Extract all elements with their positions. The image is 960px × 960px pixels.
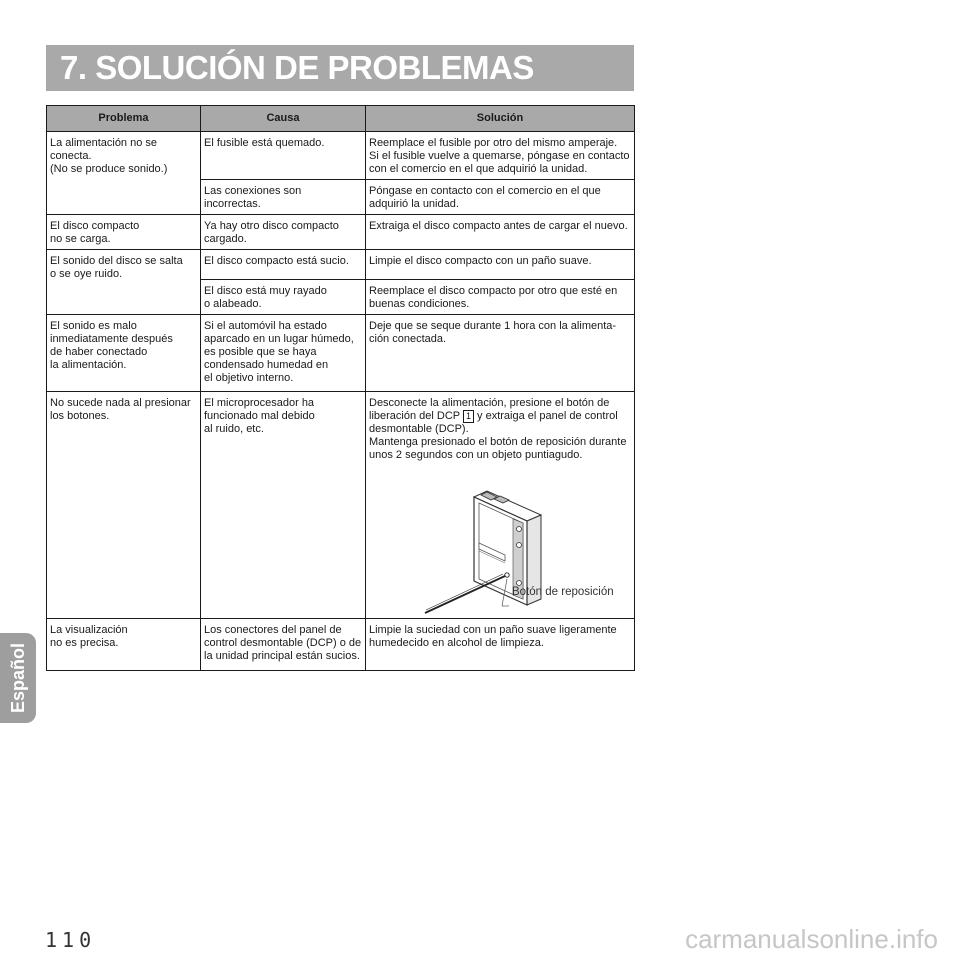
table-row [47,215,635,250]
problem-cell: El sonido del disco se salta o se oye ruido. [47,250,201,315]
dcp-release-button-number: 1 [463,410,474,423]
cause-cell: El microprocesador ha funcionado mal debido al ruido, etc. [201,392,366,619]
solution-text-part1: Desconecte la alimentación, presione el botón de liberación del DCP [369,397,610,422]
table-header-row [47,106,635,132]
language-tab-label: Español [7,642,28,713]
page-number: 110 [45,928,97,952]
cause-cell: El disco compacto está sucio. [201,250,366,280]
solution-cell: Deje que se seque durante 1 hora con la alimenta- ción conectada. [366,315,635,392]
problem-cell: La alimentación no se conecta. (No se produce sonido.) [47,132,201,215]
table-row [47,392,635,619]
solution-cell [366,392,635,619]
solution-text-part2: y extraiga el panel de control desmontable (DCP). Mantenga presionado el botón de reposición durante unos 2 segundos con un objeto puntiagudo. [369,410,627,461]
watermark: carmanualsonline.info [685,924,938,954]
reset-button-label: Botón de reposición [512,586,614,598]
problem-cell: No sucede nada al presionar los botones. [47,392,201,619]
problem-cell: El sonido es malo inmediatamente después de haber conectado la alimentación. [47,315,201,392]
solution-cell: Reemplace el fusible por otro del mismo amperaje. Si el fusible vuelve a quemarse, póngase en contacto con el comercio en el que adquirió la unidad. [366,132,635,180]
troubleshooting-table [46,105,635,671]
reset-button-illustration [369,472,631,602]
solution-cell: Limpie el disco compacto con un paño suave. [366,250,635,280]
cause-cell: Las conexiones son incorrectas. [201,180,366,215]
cause-cell: Ya hay otro disco compacto cargado. [201,215,366,250]
solution-cell: Reemplace el disco compacto por otro que esté en buenas condiciones. [366,280,635,315]
cause-cell: El fusible está quemado. [201,132,366,180]
title-bar [46,45,634,91]
problem-cell: El disco compacto no se carga. [47,215,201,250]
cause-cell: El disco está muy rayado o alabeado. [201,280,366,315]
solution-cell: Extraiga el disco compacto antes de cargar el nuevo. [366,215,635,250]
language-tab [0,633,36,723]
header-solution: Solución [366,106,635,132]
page-title: 7. SOLUCIÓN DE PROBLEMAS [60,49,534,86]
cause-cell: Los conectores del panel de control desmontable (DCP) o de la unidad principal están sucios. [201,619,366,671]
cause-cell: Si el automóvil ha estado aparcado en un lugar húmedo, es posible que se haya condensado humedad en el objetivo interno. [201,315,366,392]
problem-cell: La visualización no es precisa. [47,619,201,671]
table-row [47,132,635,180]
table-row [47,250,635,280]
header-cause: Causa [201,106,366,132]
header-problem: Problema [47,106,201,132]
solution-cell: Limpie la suciedad con un paño suave ligeramente humedecido en alcohol de limpieza. [366,619,635,671]
table-row [47,315,635,392]
solution-cell: Póngase en contacto con el comercio en el que adquirió la unidad. [366,180,635,215]
